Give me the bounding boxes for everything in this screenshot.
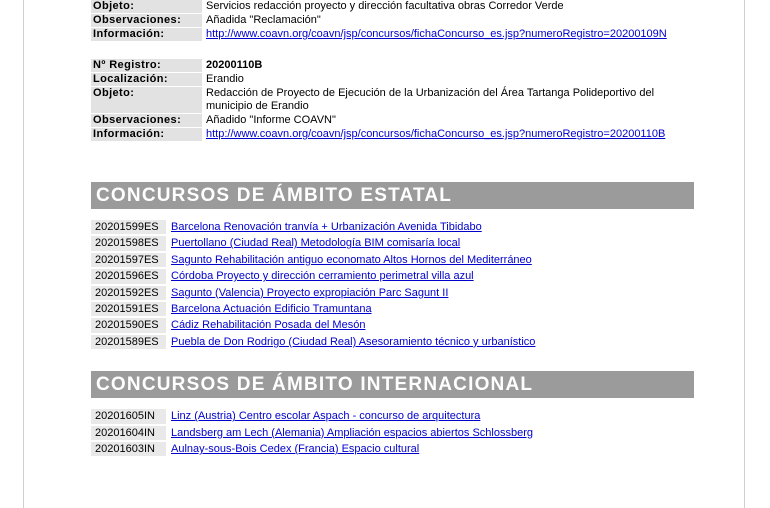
value-observaciones: Añadido "Informe COAVN" <box>206 114 336 126</box>
value-objeto: Servicios redacción proyecto y dirección facultativa obras Corredor Verde <box>206 0 564 12</box>
registro-number: 20201603IN <box>91 442 166 456</box>
estatal-list <box>90 218 540 351</box>
internacional-list <box>90 407 538 458</box>
label-registro: Nº Registro: <box>91 59 202 72</box>
registro-number: 20201597ES <box>91 253 166 267</box>
record-20200110B <box>89 58 680 142</box>
informacion-link[interactable]: http://www.coavn.org/coavn/jsp/concursos/fichaConcurso_es.jsp?numeroRegistro=20200109N <box>206 28 667 40</box>
registro-number: 20201599ES <box>91 220 166 234</box>
registro-number: 20201596ES <box>91 269 166 283</box>
concurso-link[interactable]: Cádiz Rehabilitación Posada del Mesón <box>171 319 366 332</box>
section-heading-internacional: CONCURSOS DE ÁMBITO INTERNACIONAL <box>91 371 694 398</box>
concurso-link[interactable]: Linz (Austria) Centro escolar Aspach - concurso de arquitectura <box>171 410 481 423</box>
label-localizacion: Localización: <box>91 73 202 86</box>
list-item <box>91 220 539 234</box>
list-item <box>91 269 539 283</box>
concurso-link[interactable]: Barcelona Actuación Edificio Tramuntana <box>171 303 372 316</box>
list-item <box>91 236 539 250</box>
registro-number: 20201598ES <box>91 236 166 250</box>
list-item <box>91 253 539 267</box>
value-localizacion: Erandio <box>206 73 244 85</box>
registro-number: 20201605IN <box>91 409 166 423</box>
registro-number: 20201591ES <box>91 302 166 316</box>
concurso-link[interactable]: Puertollano (Ciudad Real) Metodología BIM comisaría local <box>171 237 461 250</box>
concurso-link[interactable]: Sagunto (Valencia) Proyecto expropiación Parc Sagunt II <box>171 286 449 299</box>
label-informacion: Información: <box>91 28 202 41</box>
concurso-link[interactable]: Barcelona Renovación tranvía + Urbanización Avenida Tibidabo <box>171 221 482 233</box>
value-objeto: Redacción de Proyecto de Ejecución de la Urbanización del Área Tartanga Polideportivo del municipio de Erandio <box>206 87 655 112</box>
concurso-link[interactable]: Puebla de Don Rodrigo (Ciudad Real) Asesoramiento técnico y urbanístico <box>171 335 536 348</box>
concurso-link[interactable]: Sagunto Rehabilitación antiguo economato Altos Hornos del Mediterráneo <box>171 253 532 266</box>
page-content <box>91 0 694 458</box>
spacer <box>91 42 694 58</box>
section-heading-estatal: CONCURSOS DE ÁMBITO ESTATAL <box>91 182 694 209</box>
label-informacion: Información: <box>91 128 202 141</box>
spacer <box>91 142 694 182</box>
list-item <box>91 302 539 316</box>
concurso-link[interactable]: Aulnay-sous-Bois Cedex (Francia) Espacio cultural <box>171 443 420 456</box>
label-observaciones: Observaciones: <box>91 114 202 127</box>
record-20200109N <box>89 0 680 42</box>
list-item <box>91 426 537 440</box>
informacion-link[interactable]: http://www.coavn.org/coavn/jsp/concursos/fichaConcurso_es.jsp?numeroRegistro=20200110B <box>206 128 666 140</box>
label-objeto: Objeto: <box>91 0 202 13</box>
value-registro: 20200110B <box>206 59 263 71</box>
value-observaciones: Añadida "Reclamación" <box>206 14 321 26</box>
list-item <box>91 442 537 456</box>
registro-number: 20201604IN <box>91 426 166 440</box>
registro-number: 20201590ES <box>91 318 166 332</box>
list-item <box>91 409 537 423</box>
spacer <box>91 351 694 371</box>
concurso-link[interactable]: Landsberg am Lech (Alemania) Ampliación espacios abiertos Schlossberg <box>171 426 533 439</box>
registro-number: 20201589ES <box>91 335 166 349</box>
registro-number: 20201592ES <box>91 286 166 300</box>
list-item <box>91 318 539 332</box>
label-objeto: Objeto: <box>91 87 202 113</box>
list-item <box>91 335 539 349</box>
label-observaciones: Observaciones: <box>91 14 202 27</box>
concurso-link[interactable]: Córdoba Proyecto y dirección cerramiento perimetral villa azul <box>171 270 474 283</box>
list-item <box>91 286 539 300</box>
